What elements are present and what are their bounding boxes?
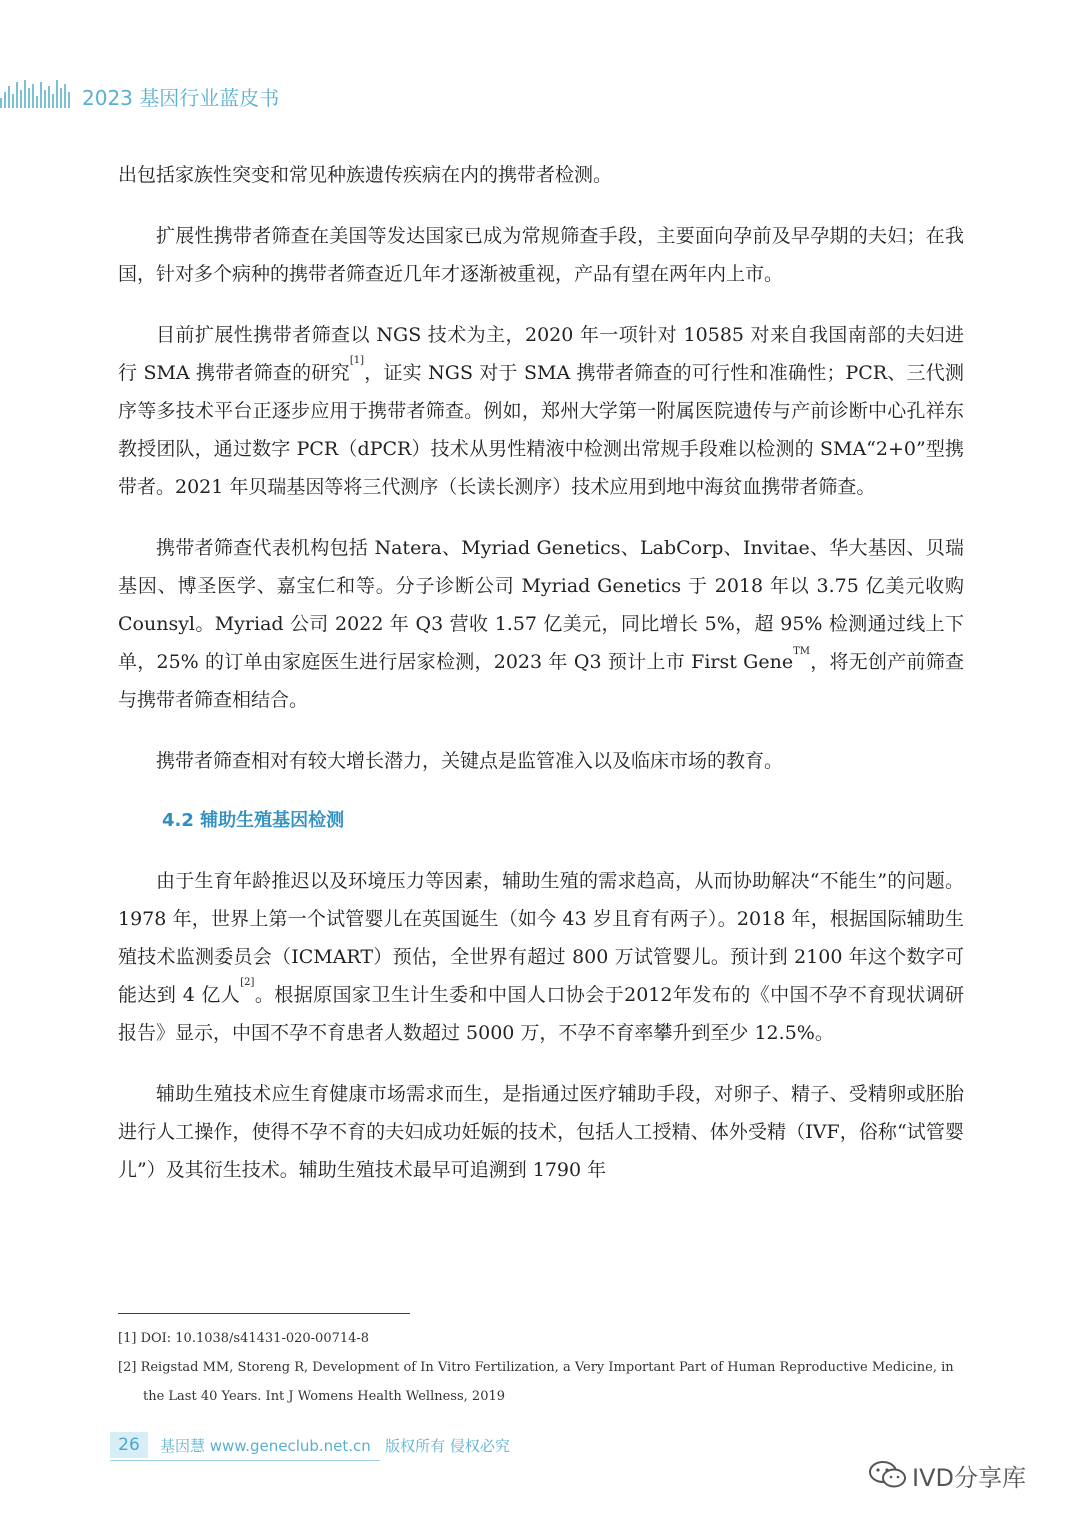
header-bar — [0, 98, 2, 108]
footnotes — [118, 1324, 964, 1411]
header-bar — [64, 84, 66, 108]
paragraph: 辅助生殖技术应生育健康市场需求而生，是指通过医疗辅助手段，对卵子、精子、受精卵或胚胎进行人工操作，使得不孕不育的夫妇成功妊娠的技术，包括人工授精、体外受精（IVF，俗称“试管婴儿”）及其衍生技术。辅助生殖技术最早可追溯到 1790 年 — [118, 1083, 964, 1181]
main-content — [118, 156, 964, 1189]
section-heading: 4.2 辅助生殖基因检测 — [162, 810, 345, 831]
header-bar — [48, 86, 50, 108]
paragraph: 扩展性携带者筛查在美国等发达国家已成为常规筛查手段，主要面向孕前及早孕期的夫妇；在我国，针对多个病种的携带者筛查近几年才逐渐被重视，产品有望在两年内上市。 — [118, 225, 964, 285]
footnote-number: [2] — [118, 1360, 137, 1375]
header-bars-decoration — [0, 78, 72, 108]
footnote-ref[interactable]: [1] — [349, 355, 364, 366]
header-bar — [4, 92, 6, 108]
page-header — [0, 70, 400, 120]
header-bar — [40, 82, 42, 108]
footer-underline — [110, 1460, 380, 1461]
paragraph-continuation: 出包括家族性突变和常见种族遗传疾病在内的携带者检测。 — [118, 164, 613, 186]
paragraph-text: 。根据原国家卫生计生委和中国人口协会于2012年发布的《中国不孕不育现状调研报告》显示，中国不孕不育患者人数超过 5000 万，不孕不育率攀升到至少 12.5%。 — [118, 984, 964, 1044]
header-bar — [44, 90, 46, 108]
paragraph — [118, 529, 964, 719]
footnote-number: [1] — [118, 1331, 137, 1346]
footnote-ref[interactable]: [2] — [240, 977, 255, 988]
header-bar — [24, 80, 26, 108]
watermark — [868, 1456, 1058, 1492]
footnote-divider — [118, 1313, 410, 1314]
header-bar — [20, 90, 22, 108]
header-bar — [56, 80, 58, 108]
footnote-text: DOI: 10.1038/s41431-020-00714-8 — [140, 1331, 370, 1346]
paragraph-text: 携带者筛查代表机构包括 Natera、Myriad Genetics、LabCorp、Invitae、华大基因、贝瑞基因、博圣医学、嘉宝仁和等。分子诊断公司 Myriad Genetics 于 2018 年以 3.75 亿美元收购 Counsyl。Myriad 公司 2022 年 Q3 营收 1.57 亿美元，同比增长 5%，超 95% 检测通过线上下单，25% 的订单由家庭医生进行居家检测，2023 年 Q3 预计上市 First Gene — [118, 537, 964, 673]
header-bar — [68, 92, 70, 108]
header-bar — [52, 94, 54, 108]
page-number: 26 — [110, 1432, 148, 1458]
paragraph-text: ，证实 NGS 对于 SMA 携带者筛查的可行性和准确性；PCR、三代测序等多技术平台正逐步应用于携带者筛查。例如，郑州大学第一附属医院遗传与产前诊断中心孔祥东教授团队，通过数字 PCR（dPCR）技术从男性精液中检测出常规手段难以检测的 SMA“2+0”型携带者。2021 年贝瑞基因等将三代测序（长读长测序）技术应用到地中海贫血携带者筛查。 — [118, 362, 964, 498]
footnote-text: Reigstad MM, Storeng R, Development of In Vitro Fertilization, a Very Important Part of Human Reproductive Medicine, in the Last 40 Years. Int J Womens Health Wellness, 2019 — [140, 1360, 954, 1404]
watermark-text: IVD分享库 — [912, 1464, 1026, 1492]
trademark-mark: TM — [793, 646, 810, 657]
header-bar — [8, 86, 10, 108]
paragraph-text: ，将无创产前筛查与携带者筛查相结合。 — [118, 651, 964, 711]
header-bar — [60, 88, 62, 108]
header-bar — [36, 96, 38, 108]
header-bar — [12, 94, 14, 108]
header-title: 2023 基因行业蓝皮书 — [82, 86, 280, 110]
header-bar — [16, 82, 18, 108]
paragraph: 携带者筛查相对有较大增长潜力，关键点是监管准入以及临床市场的教育。 — [156, 750, 784, 772]
paragraph-text: 目前扩展性携带者筛查以 NGS 技术为主，2020 年一项针对 10585 对来自我国南部的夫妇进行 SMA 携带者筛查的研究 — [118, 324, 964, 384]
paragraph — [118, 862, 964, 1052]
page-footer — [110, 1432, 540, 1462]
footnote — [118, 1324, 964, 1353]
footer-rights: 版权所有 侵权必究 — [385, 1437, 510, 1455]
footer-text — [160, 1435, 510, 1456]
header-bar — [32, 84, 34, 108]
footer-site-link[interactable]: 基因慧 www.geneclub.net.cn — [160, 1437, 371, 1455]
paragraph — [118, 316, 964, 506]
footnote — [118, 1353, 964, 1411]
wechat-icon — [868, 1460, 908, 1494]
paragraph-text: 由于生育年龄推迟以及环境压力等因素，辅助生殖的需求趋高，从而协助解决“不能生”的问题。1978 年，世界上第一个试管婴儿在英国诞生（如今 43 岁且育有两子）。2018 年，根据国际辅助生殖技术监测委员会（ICMART）预估，全世界有超过 800 万试管婴儿。预计到 2100 年这个数字可能达到 4 亿人 — [118, 870, 964, 1006]
header-bar — [28, 88, 30, 108]
